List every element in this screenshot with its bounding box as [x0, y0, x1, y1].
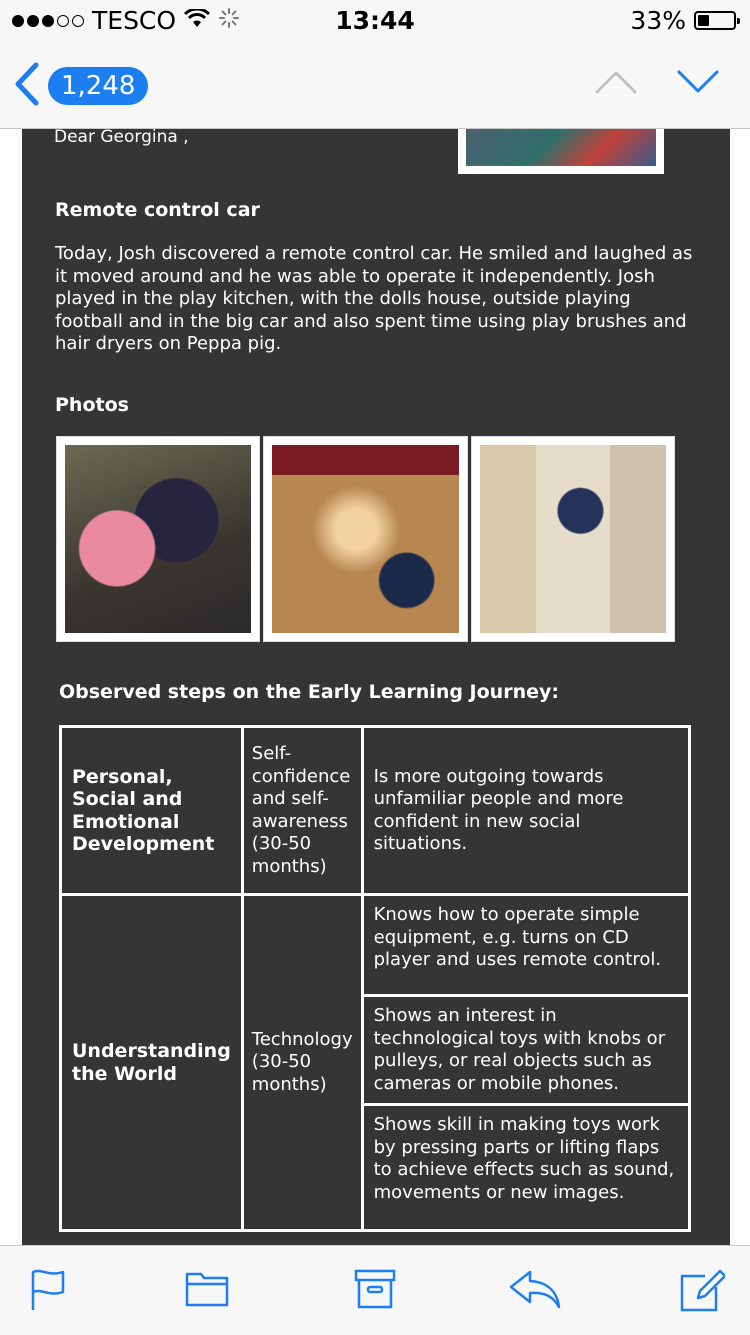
mail-toolbar [0, 1245, 750, 1335]
photo-1[interactable] [56, 436, 260, 642]
previous-message-chevron-up-icon[interactable] [594, 68, 638, 100]
status-bar [0, 0, 750, 40]
statement-cell: Shows an interest in technological toys with knobs or pulleys, or real objects such as cameras or mobile phones. [362, 996, 689, 1105]
compose-icon[interactable] [679, 1268, 725, 1316]
observation-title: Remote control car [55, 199, 260, 221]
next-message-chevron-down-icon[interactable] [676, 68, 720, 100]
greeting: Dear Georgina , [54, 129, 189, 147]
photo-gallery [56, 436, 678, 642]
photo-2[interactable] [263, 436, 467, 642]
email-body-card [22, 129, 730, 1245]
statement-cell: Knows how to operate simple equipment, e.g. turns on CD player and uses remote control. [362, 895, 689, 996]
aspect-cell: Self-confidence and self-awareness (30-50 months) [242, 727, 362, 895]
archive-icon[interactable] [354, 1268, 396, 1314]
signal-strength-icon [12, 15, 84, 27]
clock: 13:44 [335, 6, 415, 35]
battery-status [630, 6, 736, 35]
aspect-cell: Technology (30-50 months) [242, 895, 362, 1231]
carrier-info [12, 6, 240, 35]
message-count-badge: 1,248 [48, 67, 148, 105]
header-photo [458, 129, 664, 174]
photos-heading: Photos [55, 394, 129, 416]
table-row [61, 895, 690, 996]
battery-percent: 33% [630, 6, 686, 35]
activity-spinner-icon [218, 6, 240, 35]
area-cell: Understanding the World [61, 895, 243, 1231]
photo-3[interactable] [471, 436, 675, 642]
carrier-name: TESCO [92, 6, 177, 35]
email-content[interactable] [0, 129, 750, 1245]
observation-text: Today, Josh discovered a remote control car. He smiled and laughed as it moved around and he was able to operate it independently. Josh played in the play kitchen, with the dolls house, outside playing football and in the big car and also spent time using play brushes and hair dryers on Peppa pig. [55, 243, 693, 354]
learning-journey-table [59, 725, 691, 1232]
folder-icon[interactable] [185, 1268, 229, 1312]
statement-cell: Is more outgoing towards unfamiliar people and more confident in new social situations. [362, 727, 689, 895]
learning-journey-heading: Observed steps on the Early Learning Journey: [59, 681, 559, 703]
back-button[interactable] [12, 62, 148, 110]
flag-icon[interactable] [30, 1268, 66, 1316]
area-cell: Personal, Social and Emotional Development [61, 727, 243, 895]
wifi-icon [184, 6, 210, 35]
chevron-left-icon [12, 62, 42, 110]
battery-icon [694, 11, 736, 30]
reply-icon[interactable] [508, 1268, 562, 1314]
table-row [61, 727, 690, 895]
mail-nav-bar [0, 40, 750, 129]
statement-cell: Shows skill in making toys work by pressing parts or lifting flaps to achieve effects such as sound, movements or new images. [362, 1105, 689, 1231]
